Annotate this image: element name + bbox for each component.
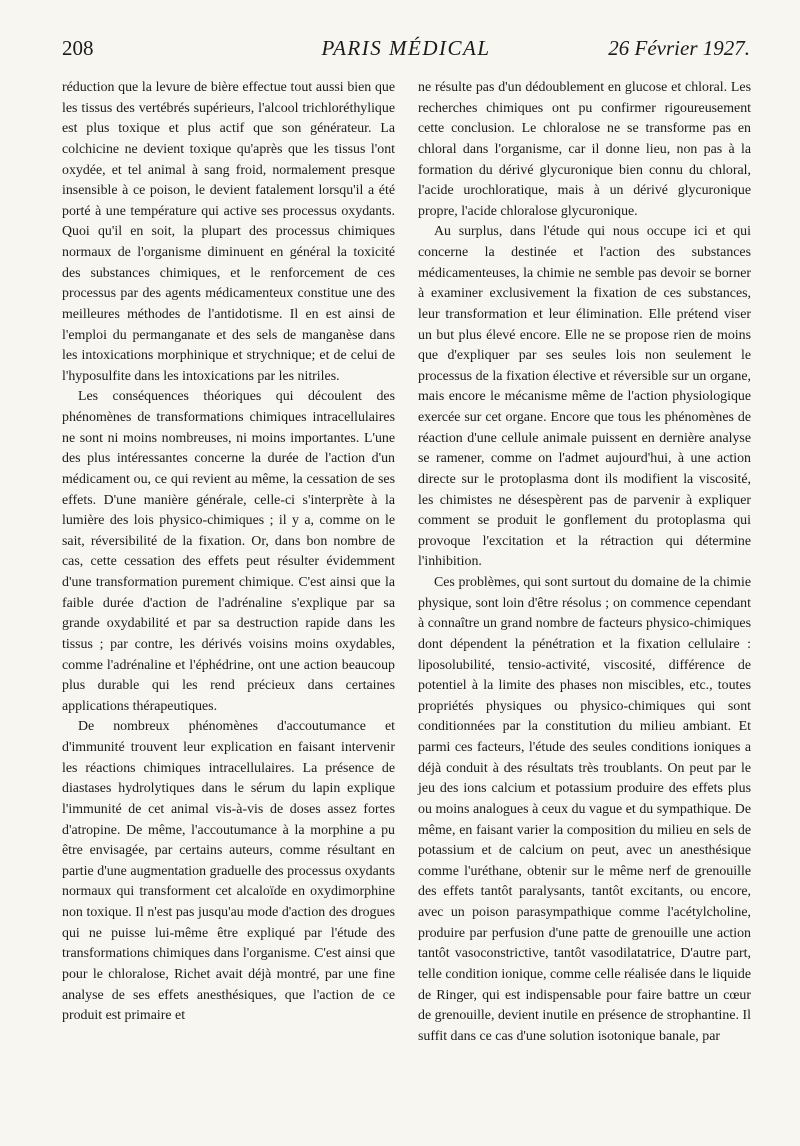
running-header [62, 36, 750, 66]
paragraph: Les conséquences théoriques qui découlent des phénomènes de transformations chimiques intracellulaires ne sont ni moins nombreuses, ni moins importantes. L'une des plus intéressantes concerne la durée de l'action d'un médicament ou, ce qui revient au même, la cessation de ses effets. D'une manière générale, celle-ci s'interprète à la lumière des lois physico-chimiques ; il y a, comme on le sait, réversibilité de la fixation. Or, dans bon nombre de cas, cette cessation des effets peut résulter évidemment d'une transformation purement chimique. C'est ainsi que la faible durée d'action de l'adrénaline s'explique par sa grande oxydabilité et par sa destruction rapide dans les tissus ; par contre, les dérivés voisins moins oxydables, comme l'adrénaline et l'éphédrine, ont une action beaucoup plus durable qui les rend précieux dans certaines applications thérapeutiques. [62, 389, 395, 714]
paragraph: ne résulte pas d'un dédoublement en glucose et chloral. Les recherches chimiques ont pu confirmer rigoureusement cette conclusion. Le chloralose ne se transforme pas en chloral dans l'organisme, car il donne lieu, non pas à la formation du dérivé glycuronique bien connu du chloral, l'acide urochloratique, mais à un dérivé glycuronique propre, l'acide chloralose glycuronique. [418, 80, 751, 219]
paragraph: réduction que la levure de bière effectue tout aussi bien que les tissus des vertébrés supérieurs, l'alcool trichloréthylique est plus toxique et plus actif que son générateur. La colchicine ne devient toxique qu'après que les tissus l'ont oxydée, et tel animal à sang froid, normalement presque insensible à ce poison, le devient fatalement lorsqu'il a été porté à une température qui active ses processus oxydants. Quoi qu'il en soit, la plupart des processus chimiques normaux de l'organisme diminuent en général la toxicité des substances chimiques, et le renforcement de ces processus par des agents médicamenteux constitue une des meilleures méthodes de l'antidotisme. Il en est ainsi de l'emploi du permanganate et des sels de manganèse dans les intoxications morphinique et strychnique; et de celui de l'hyposulfite dans les intoxications par les nitriles. [62, 80, 395, 384]
paragraph: De nombreux phénomènes d'accoutumance et d'immunité trouvent leur explication en faisant intervenir les réactions chimiques intracellulaires. La présence de diastases hydrolytiques dans le sérum du lapin explique l'immunité de cet animal vis-à-vis de doses assez fortes d'atropine. De même, l'accoutumance à la morphine a pu être envisagée, par certains auteurs, comme résultant en partie d'une augmentation graduelle des processus oxydants normaux qui transforment cet alcaloïde en oxydimorphine non toxique. Il n'est pas jusqu'au mode d'action des drogues qui ne puisse lui-même être expliqué par l'étude des transformations chimiques dans l'organisme. C'est ainsi que pour le chloralose, Richet avait déjà montré, par une fine analyse de ses effets anesthésiques, que l'action de ce produit est primaire et [62, 719, 395, 1024]
issue-date: 26 Février 1927. [608, 36, 750, 60]
right-column [418, 78, 751, 1047]
left-column [62, 78, 395, 1027]
page-number: 208 [62, 36, 94, 60]
paragraph: Ces problèmes, qui sont surtout du domaine de la chimie physique, sont loin d'être résolus ; on commence cependant à connaître un grand nombre de facteurs physico-chimiques dont dépendent la pénétration et la fixation cellulaire : liposolubilité, tensio-activité, viscosité, différence de potentiel à la limite des phases non miscibles, etc., toutes propriétés physiques ou physico-chimiques qui sont conditionnées par la constitution du milieu ambiant. Et parmi ces facteurs, l'étude des seules conditions ioniques a déjà conduit à des résultats très troublants. On peut par le jeu des ions calcium et potassium produire des effets plus ou moins analogues à ceux du vague et du sympathique. De même, en faisant varier la composition du milieu en sels de potassium et de calcium on peut, avec un anesthésique comme l'uréthane, obtenir sur le même nerf de grenouille des effets tantôt paralysants, tantôt excitants, ou encore, avec un poison parasympathique comme l'acétylcholine, produire par perfusion d'une patte de grenouille une action tantôt vasoconstrictive, tantôt vasodilatatrice, D'autre part, telle condition ionique, comme celle réalisée dans le liquide de Ringer, qui est indispensable pour faire battre un cœur de grenouille, devient inutile en présence de strophantine. Il suffit dans ce cas d'une solution isotonique banale, par [418, 575, 751, 1044]
journal-title: PARIS MÉDICAL [321, 36, 491, 60]
paragraph: Au surplus, dans l'étude qui nous occupe ici et qui concerne la destinée et l'action des substances médicamenteuses, la chimie ne semble pas devoir se borner à examiner exclusivement la fixation de ces substances, leur transformation et leur élimination. Elle prétend viser un but plus élevé encore. Elle ne se propose rien de moins que d'expliquer par ses seules lois non seulement le processus de la fixation élective et réversible sur un organe, mais encore le mécanisme même de l'action physiologique exercée sur cet organe. Encore que tous les phénomènes de réaction d'une cellule animale puissent en dernière analyse se ramener, comme on l'admet aujourd'hui, à une action directe sur le protoplasma dont ils modifient la viscosité, les chimistes ne désespèrent pas de parvenir à expliquer comment se produit le gonflement du protoplasma qui provoque l'excitation et la rétraction qui détermine l'inhibition. [418, 224, 751, 570]
